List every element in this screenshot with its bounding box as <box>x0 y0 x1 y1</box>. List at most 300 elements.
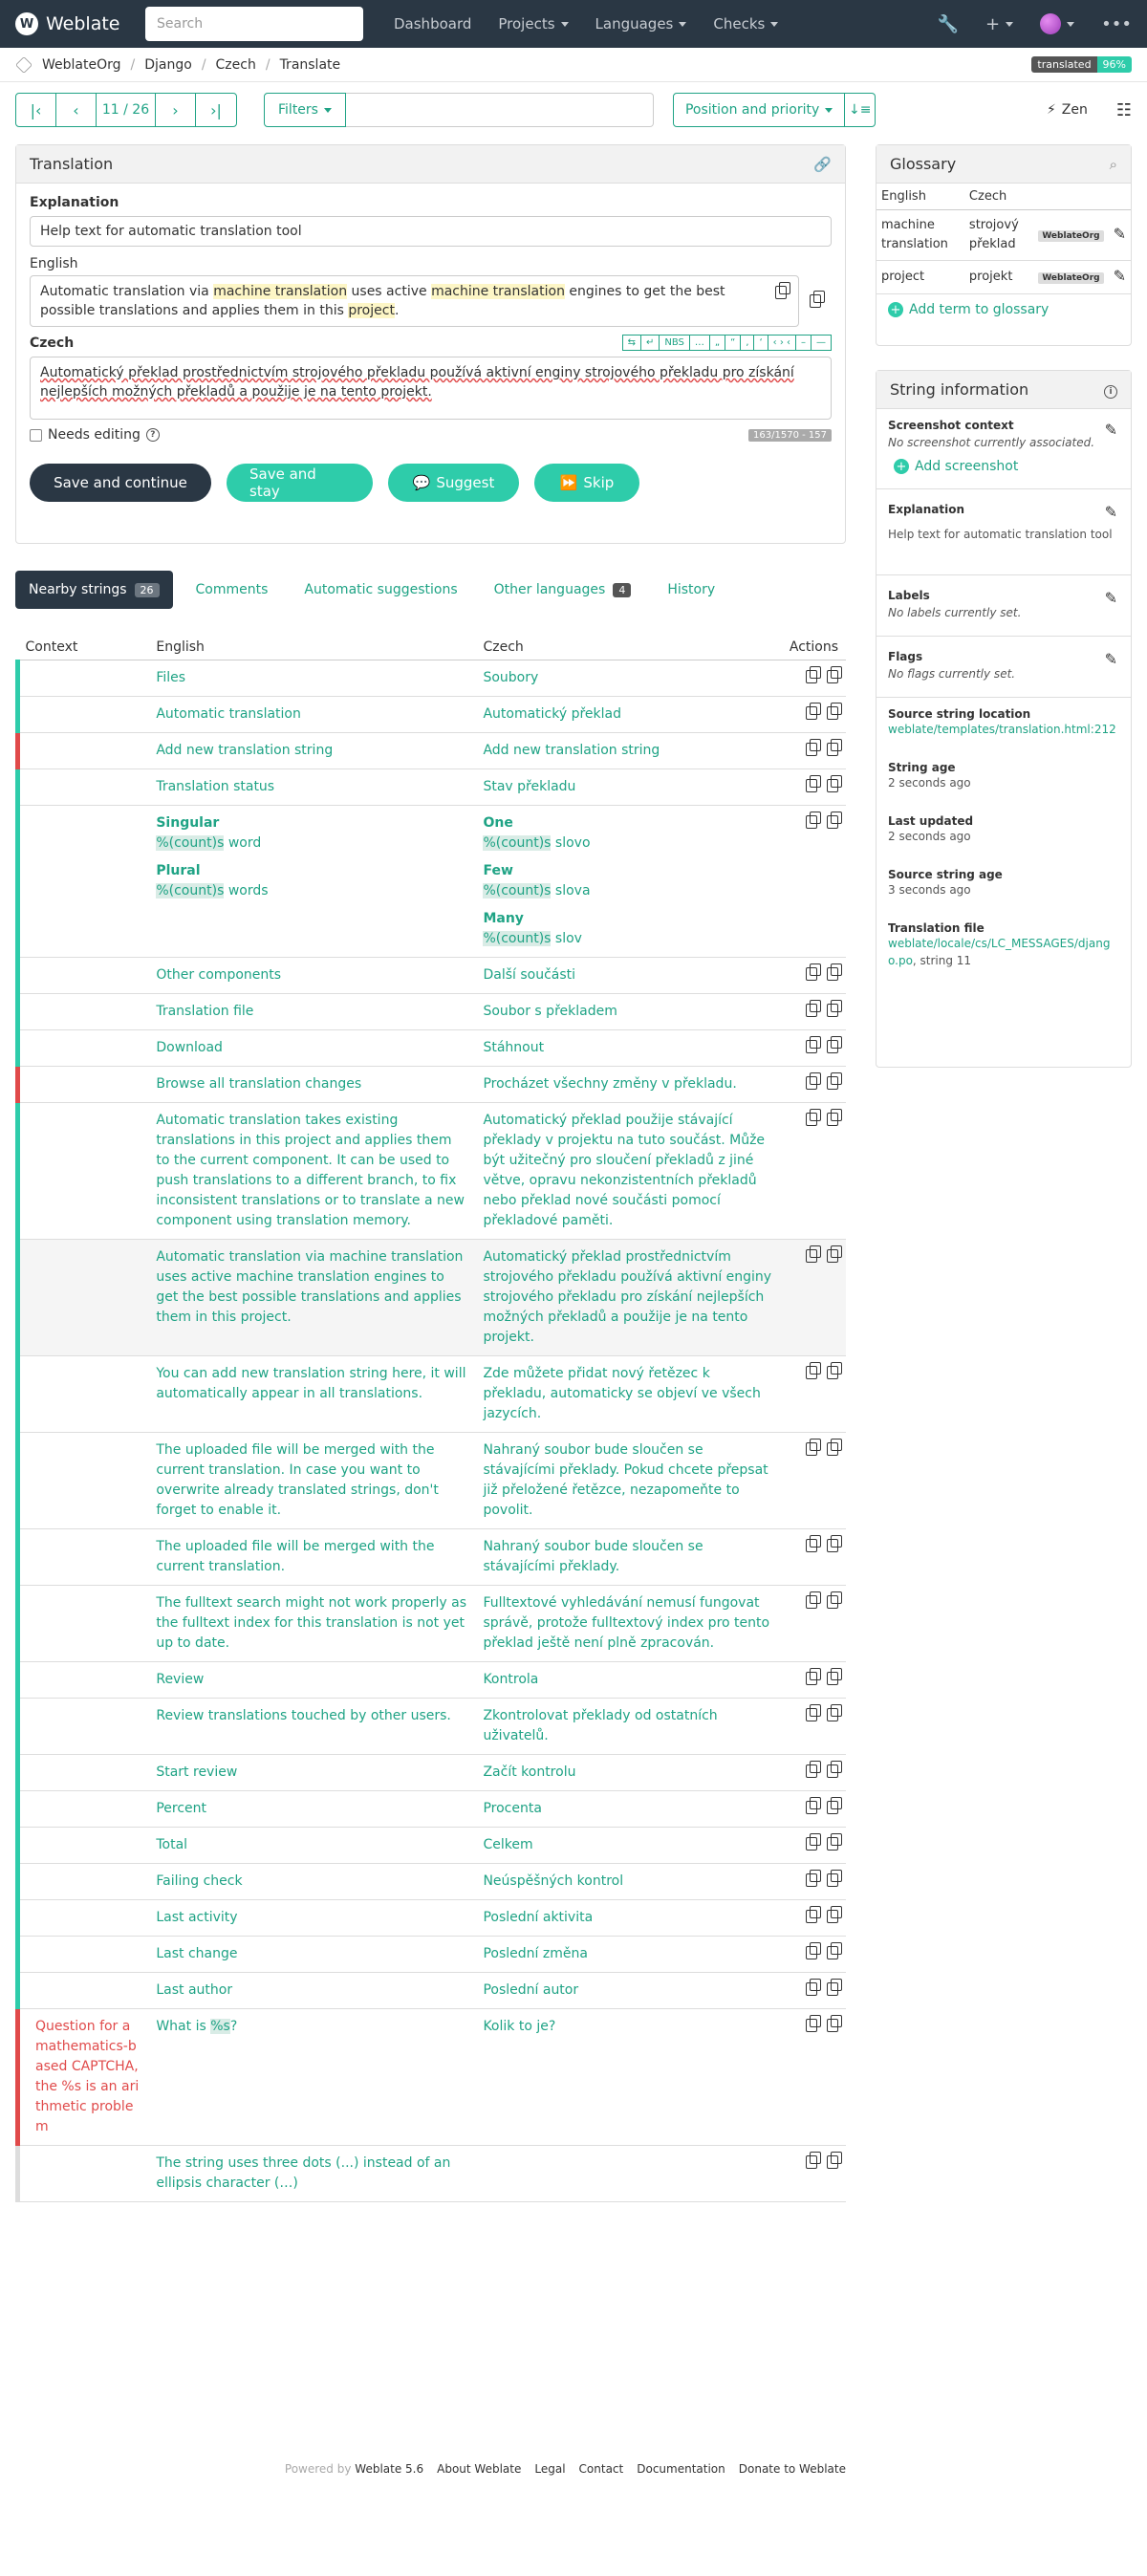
clone-icon[interactable] <box>827 1708 838 1721</box>
plus-circle-icon: + <box>888 302 903 317</box>
translation-cell[interactable]: Fulltextové vyhledávání nemusí fungovat správě, protože fulltextový index pro tento překlad ještě není plně zpracován. <box>475 1585 781 1661</box>
clone-icon[interactable] <box>827 1837 838 1851</box>
table-row[interactable] <box>18 1528 847 1585</box>
source-cell[interactable]: Total <box>148 1827 475 1863</box>
flags-section <box>876 637 1131 698</box>
source-cell[interactable]: Translation file <box>148 993 475 1029</box>
clone-icon[interactable] <box>827 1076 838 1090</box>
copy-icon[interactable] <box>806 1982 817 1996</box>
row-actions <box>789 1537 838 1552</box>
copy-icon[interactable] <box>806 1946 817 1959</box>
row-actions <box>789 1981 838 1996</box>
table-row[interactable] <box>18 1827 847 1863</box>
table-row[interactable] <box>18 1899 847 1936</box>
clone-icon[interactable] <box>827 1442 838 1456</box>
translation-cell[interactable]: Automatický překlad prostřednictvím strojového překladu používá aktivní enginy strojového překladu pro získání nejlepších možných překladů a použije je na tento projekt. <box>475 1239 781 1355</box>
nav-languages[interactable] <box>582 15 701 32</box>
clone-icon[interactable] <box>827 1982 838 1996</box>
actions-cell <box>781 1355 846 1432</box>
clone-icon[interactable] <box>827 815 838 829</box>
column-header: Actions <box>781 635 846 660</box>
source-cell[interactable]: The uploaded file will be merged with the current translation. In case you want to overwrite already translated strings, don't forget to enable it. <box>148 1432 475 1528</box>
table-row[interactable] <box>18 660 847 696</box>
row-actions <box>789 1038 838 1053</box>
section-value: No flags currently set. <box>888 667 1016 681</box>
section-value: Help text for automatic translation tool <box>888 528 1113 541</box>
clone-icon[interactable] <box>827 1113 838 1126</box>
tab-label: Comments <box>195 582 269 597</box>
actions-cell <box>781 1790 846 1827</box>
placeholder-highlight: %(count)s <box>156 834 225 851</box>
glossary-panel <box>876 144 1132 346</box>
chevron-down-icon <box>770 22 778 27</box>
actions-cell <box>781 957 846 993</box>
context-cell: Question for a mathematics-based CAPTCHA, the %s is an arithmetic problem <box>18 2008 149 2145</box>
glossary-edit-cell <box>1109 261 1131 294</box>
translation-cell[interactable]: Nahraný soubor bude sloučen se stávajícími překlady. Pokud chcete přepsat již přeložené řetězce, nezapomeňte to povolit. <box>475 1432 781 1528</box>
breadcrumb-separator: / <box>130 56 136 73</box>
source-cell[interactable]: The string uses three dots (...) instead of an ellipsis character (…) <box>148 2145 475 2201</box>
table-row[interactable] <box>18 1102 847 1239</box>
pencil-icon[interactable]: ✎ <box>1113 225 1126 243</box>
clone-icon[interactable] <box>827 779 838 792</box>
translation-cell[interactable]: Soubory <box>475 660 781 696</box>
copy-icon[interactable] <box>806 1801 817 1814</box>
column-header <box>1033 184 1108 210</box>
special-char-button[interactable]: … <box>689 335 710 351</box>
actions-cell <box>781 1239 846 1355</box>
source-cell[interactable]: Download <box>148 1029 475 1066</box>
tab-history[interactable] <box>654 571 728 609</box>
actions-cell <box>781 696 846 732</box>
footer-link[interactable]: Contact <box>578 2462 624 2476</box>
translation-panel-header <box>16 145 845 184</box>
copy-icon[interactable] <box>806 2155 817 2169</box>
translation-cell[interactable]: Poslední změna <box>475 1936 781 1972</box>
add-term-label: Add term to glossary <box>909 302 1050 317</box>
copy-icon[interactable] <box>806 815 817 829</box>
context-cell <box>18 1936 149 1972</box>
section-value: No screenshot currently associated. <box>888 436 1095 449</box>
glossary-source: project <box>876 261 964 294</box>
special-char-button[interactable]: ⇆ <box>622 335 641 351</box>
translation-cell[interactable]: Neúspěšných kontrol <box>475 1863 781 1899</box>
source-cell[interactable]: Automatic translation takes existing translations in this project and applies them to the current component. It can be used to push translations to a different branch, to fix inconsistent translations or to translate a new component using translation memory. <box>148 1102 475 1239</box>
actions-cell <box>781 1899 846 1936</box>
section-title: Screenshot context <box>888 419 1014 432</box>
translation-cell[interactable]: Kontrola <box>475 1661 781 1698</box>
table-row[interactable] <box>18 2145 847 2201</box>
last-button[interactable] <box>196 94 236 126</box>
clone-icon[interactable] <box>827 1366 838 1379</box>
translation-cell[interactable] <box>475 2145 781 2201</box>
needs-editing-checkbox[interactable] <box>30 429 42 442</box>
breadcrumb-language[interactable]: Czech <box>215 56 256 73</box>
search-input[interactable] <box>145 7 363 41</box>
actions-cell <box>781 660 846 696</box>
copy-icon[interactable] <box>806 743 817 756</box>
filter-query-input[interactable] <box>346 93 654 127</box>
next-button[interactable] <box>156 94 196 126</box>
copy-icon[interactable] <box>806 1873 817 1887</box>
plural-form-text <box>156 833 467 854</box>
column-header: Context <box>18 635 149 660</box>
source-cell[interactable]: The fulltext search might not work properly as the fulltext index for this translation is not yet up to date. <box>148 1585 475 1661</box>
save-stay-button[interactable]: Save and stay <box>227 464 373 502</box>
source-part: Automatic translation via <box>40 284 214 299</box>
translation-cell[interactable]: Poslední aktivita <box>475 1899 781 1936</box>
add-screenshot-button[interactable] <box>888 451 1119 474</box>
user-menu-button[interactable] <box>1040 13 1074 34</box>
skip-button[interactable] <box>534 464 639 502</box>
table-row[interactable] <box>18 1585 847 1661</box>
translation-cell[interactable]: Poslední autor <box>475 1972 781 2008</box>
row-actions <box>789 1111 838 1126</box>
translation-cell[interactable] <box>475 805 781 957</box>
clone-icon[interactable] <box>827 1873 838 1887</box>
source-cell[interactable]: Browse all translation changes <box>148 1066 475 1102</box>
glossary-search-icon[interactable]: ⌕ <box>1109 155 1117 173</box>
more-icon[interactable]: ••• <box>1101 13 1132 34</box>
table-row[interactable] <box>18 1863 847 1899</box>
translation-cell[interactable]: Kolik to je? <box>475 2008 781 2145</box>
actions-cell <box>781 2008 846 2145</box>
copy-icon[interactable] <box>806 1708 817 1721</box>
source-location-link[interactable]: weblate/templates/translation.html:212 <box>888 723 1116 736</box>
source-cell[interactable] <box>148 805 475 957</box>
table-row[interactable] <box>18 2008 847 2145</box>
tab-automatic-suggestions[interactable] <box>291 571 470 609</box>
actions-cell <box>781 1972 846 2008</box>
clone-icon[interactable] <box>827 1004 838 1017</box>
explanation-label: Explanation <box>30 195 119 210</box>
copy-icon[interactable] <box>806 1076 817 1090</box>
settings-sliders-icon[interactable]: ☷ <box>1115 99 1132 120</box>
first-button[interactable] <box>16 94 56 126</box>
sort-dropdown[interactable] <box>673 93 845 127</box>
special-char-button[interactable]: – <box>795 335 812 351</box>
table-row[interactable] <box>18 1661 847 1698</box>
explanation-section <box>876 489 1131 575</box>
source-cell[interactable]: Last change <box>148 1936 475 1972</box>
glossary-project-badge <box>1033 210 1108 261</box>
breadcrumb-project[interactable]: WeblateOrg <box>42 56 121 73</box>
table-row[interactable] <box>18 1790 847 1827</box>
tab-other-languages[interactable] <box>481 571 645 609</box>
translation-cell[interactable]: Procházet všechny změny v překladu. <box>475 1066 781 1102</box>
save-continue-button[interactable]: Save and continue <box>30 464 211 502</box>
translation-cell[interactable]: Procenta <box>475 1790 781 1827</box>
actions-cell <box>781 1754 846 1790</box>
string-info-header <box>876 371 1131 409</box>
translation-panel-title: Translation <box>30 155 114 173</box>
section-title: Labels <box>888 589 930 602</box>
powered-by <box>285 2462 423 2476</box>
copy-icon[interactable] <box>806 1595 817 1609</box>
clone-icon[interactable] <box>827 1910 838 1923</box>
translation-cell[interactable]: Nahraný soubor bude sloučen se stávajícími překlady. <box>475 1528 781 1585</box>
footer-link[interactable]: Donate to Weblate <box>738 2462 846 2476</box>
copy-icon[interactable] <box>806 1040 817 1053</box>
context-cell <box>18 1355 149 1432</box>
special-char-button[interactable]: ‚ <box>740 335 754 351</box>
source-cell[interactable]: Other components <box>148 957 475 993</box>
clone-source-button[interactable] <box>799 275 832 327</box>
clone-icon[interactable] <box>827 1946 838 1959</box>
copy-icon[interactable] <box>806 670 817 683</box>
sort-direction-icon: ↓≡ <box>849 102 872 118</box>
context-cell <box>18 1863 149 1899</box>
needs-editing-label[interactable]: Needs editing <box>48 427 141 443</box>
translation-cell[interactable]: Celkem <box>475 1827 781 1863</box>
source-text: ? <box>229 2018 238 2034</box>
translation-cell[interactable]: Začít kontrolu <box>475 1754 781 1790</box>
plus-circle-icon: + <box>894 459 909 474</box>
source-cell[interactable]: Add new translation string <box>148 732 475 768</box>
translation-cell[interactable]: Stav překladu <box>475 768 781 805</box>
copy-icon[interactable] <box>806 967 817 981</box>
special-char-button[interactable]: “ <box>725 335 741 351</box>
tab-label: Nearby strings <box>29 582 127 597</box>
special-char-button[interactable]: NBS <box>659 335 690 351</box>
table-header <box>18 635 847 660</box>
table-row[interactable] <box>18 1239 847 1355</box>
copy-icon[interactable] <box>775 286 787 299</box>
clone-icon[interactable] <box>827 1672 838 1685</box>
column-header: Czech <box>964 184 1033 210</box>
table-row[interactable] <box>18 1432 847 1528</box>
copy-icon[interactable] <box>806 1249 817 1263</box>
clone-icon[interactable] <box>827 967 838 981</box>
source-cell[interactable]: Last activity <box>148 1899 475 1936</box>
context-cell <box>18 957 149 993</box>
copy-icon[interactable] <box>806 1442 817 1456</box>
context-cell <box>18 660 149 696</box>
link-icon[interactable]: 🔗 <box>813 155 832 173</box>
plural-text: slovo <box>551 834 591 851</box>
context-cell <box>18 993 149 1029</box>
table-row[interactable] <box>18 993 847 1029</box>
clone-icon[interactable] <box>827 1801 838 1814</box>
zen-label: Zen <box>1061 102 1088 118</box>
pencil-icon[interactable]: ✎ <box>1104 421 1117 439</box>
clone-icon[interactable] <box>827 706 838 720</box>
row-actions <box>789 1763 838 1778</box>
source-cell[interactable]: Start review <box>148 1754 475 1790</box>
nav-projects-label: Projects <box>498 15 555 32</box>
plural-form-label: Singular <box>156 814 220 831</box>
context-cell <box>18 1585 149 1661</box>
section-title: Explanation <box>888 503 965 516</box>
plural-form-label: Few <box>483 862 513 878</box>
footer-link[interactable]: About Weblate <box>437 2462 522 2476</box>
translation-cell[interactable]: Automatický překlad <box>475 696 781 732</box>
plural-form-label: Many <box>483 910 524 926</box>
comment-icon: 💬 <box>412 474 431 491</box>
copy-icon[interactable] <box>806 706 817 720</box>
source-location-section <box>876 698 1131 746</box>
wrench-icon[interactable]: 🔧 <box>937 13 960 34</box>
copy-icon[interactable] <box>806 1004 817 1017</box>
clone-icon[interactable] <box>827 670 838 683</box>
glossary-edit-cell <box>1109 210 1131 261</box>
special-chars-toolbar <box>623 335 832 351</box>
special-char-button[interactable]: — <box>811 335 832 351</box>
suggest-label: Suggest <box>436 474 495 491</box>
pencil-icon[interactable]: ✎ <box>1113 267 1126 285</box>
translation-cell[interactable]: Automatický překlad použije stávající překlady v projektu na tuto součást. Může být užitečný pro sloučení překladů z jiné větve, opravu nekonzistentních překladů nebo překlad nové součásti pomocí překladové paměti. <box>475 1102 781 1239</box>
special-char-button[interactable]: ‘ <box>753 335 768 351</box>
source-cell[interactable]: Percent <box>148 1790 475 1827</box>
source-cell[interactable]: Last author <box>148 1972 475 2008</box>
placeholder-highlight: %(count)s <box>483 834 552 851</box>
info-icon[interactable] <box>1104 380 1117 399</box>
pencil-icon[interactable]: ✎ <box>1104 589 1117 607</box>
clone-icon[interactable] <box>827 2155 838 2169</box>
table-row[interactable] <box>18 732 847 768</box>
pencil-icon[interactable]: ✎ <box>1104 503 1117 521</box>
source-cell[interactable]: Review <box>148 1661 475 1698</box>
translation-text: Automatický překlad prostřednictvím strojového překladu používá aktivní enginy strojového překladu pro získání nejlepších možných překladů a použije je na tento projekt. <box>40 365 794 400</box>
source-cell[interactable]: Failing check <box>148 1863 475 1899</box>
nav-checks[interactable] <box>700 15 791 32</box>
actions-cell <box>781 1528 846 1585</box>
source-cell[interactable]: The uploaded file will be merged with the current translation. <box>148 1528 475 1585</box>
filters-dropdown[interactable] <box>264 93 346 127</box>
context-cell <box>18 732 149 768</box>
special-char-button[interactable]: ‹ › ‹ <box>768 335 796 351</box>
table-row[interactable] <box>18 1754 847 1790</box>
copy-icon[interactable] <box>806 1764 817 1778</box>
previous-button[interactable] <box>56 94 97 126</box>
row-actions <box>789 1247 838 1263</box>
table-row[interactable] <box>18 1355 847 1432</box>
translation-file-link[interactable]: weblate/locale/cs/LC_MESSAGES/django.po <box>888 937 1111 967</box>
explanation-box: Help text for automatic translation tool <box>30 216 832 247</box>
translation-cell[interactable]: Stáhnout <box>475 1029 781 1066</box>
add-term-button[interactable] <box>876 294 1131 325</box>
copy-icon[interactable] <box>806 1366 817 1379</box>
source-cell[interactable]: Files <box>148 660 475 696</box>
filters-label: Filters <box>278 102 318 118</box>
zen-button[interactable] <box>1047 102 1088 118</box>
copy-icon[interactable] <box>806 1539 817 1552</box>
source-cell[interactable]: Automatic translation <box>148 696 475 732</box>
source-cell[interactable]: Review translations touched by other users. <box>148 1698 475 1754</box>
brand[interactable] <box>15 12 145 35</box>
table-row[interactable] <box>18 1029 847 1066</box>
column-header <box>1109 184 1131 210</box>
copy-icon[interactable] <box>806 1910 817 1923</box>
sort-direction-button[interactable] <box>845 93 876 127</box>
suggest-button[interactable] <box>388 464 519 502</box>
nav-dashboard[interactable] <box>380 15 485 32</box>
clone-icon[interactable] <box>827 1539 838 1552</box>
table-row[interactable] <box>18 1972 847 2008</box>
section-value: 2 seconds ago <box>888 830 971 843</box>
glossary-highlight[interactable]: machine translation <box>431 284 565 299</box>
copy-icon[interactable] <box>806 779 817 792</box>
clone-icon[interactable] <box>827 1595 838 1609</box>
actions-cell <box>781 1585 846 1661</box>
footer-link[interactable]: Documentation <box>637 2462 725 2476</box>
row-actions <box>789 1364 838 1379</box>
table-body <box>18 660 847 2201</box>
add-menu-button[interactable] <box>985 14 1013 34</box>
source-cell[interactable] <box>148 2008 475 2145</box>
string-info-title: String information <box>890 380 1029 399</box>
nav-right <box>938 13 1132 34</box>
tab-comments[interactable] <box>183 571 282 609</box>
footer-version-link[interactable]: Weblate 5.6 <box>355 2462 424 2476</box>
source-cell[interactable]: Automatic translation via machine translation uses active machine translation engines to get the best possible translations and applies them in this project. <box>148 1239 475 1355</box>
table-row[interactable] <box>18 1066 847 1102</box>
table-row[interactable] <box>18 1698 847 1754</box>
copy-icon[interactable] <box>806 1837 817 1851</box>
clone-icon[interactable] <box>827 743 838 756</box>
top-navbar <box>0 0 1147 48</box>
translation-cell[interactable]: Add new translation string <box>475 732 781 768</box>
table-row[interactable] <box>18 768 847 805</box>
translation-cell[interactable]: Zde můžete přidat nový řetězec k překladu, automaticky se objeví ve všech jazycích. <box>475 1355 781 1432</box>
special-char-button[interactable]: „ <box>709 335 725 351</box>
column-header: English <box>148 635 475 660</box>
plural-text: word <box>224 834 262 851</box>
table-row[interactable] <box>18 696 847 732</box>
tab-nearby-strings[interactable] <box>15 571 173 609</box>
table-row[interactable] <box>18 1936 847 1972</box>
clone-icon[interactable] <box>827 1249 838 1263</box>
copy-icon[interactable] <box>806 2019 817 2032</box>
translation-textarea[interactable] <box>30 357 832 420</box>
table-row[interactable] <box>18 957 847 993</box>
translation-cell[interactable]: Další součásti <box>475 957 781 993</box>
glossary-highlight[interactable]: machine translation <box>213 284 348 299</box>
copy-icon[interactable] <box>806 1113 817 1126</box>
clone-icon[interactable] <box>827 1040 838 1053</box>
copy-icon[interactable] <box>806 1672 817 1685</box>
source-cell[interactable]: You can add new translation string here, it will automatically appear in all translations. <box>148 1355 475 1432</box>
pencil-icon[interactable]: ✎ <box>1104 650 1117 668</box>
special-char-button[interactable]: ↵ <box>640 335 660 351</box>
add-screenshot-label: Add screenshot <box>915 459 1019 474</box>
translation-file-suffix: , string 11 <box>912 954 972 967</box>
translation-file-section <box>876 906 1131 977</box>
chevron-down-icon <box>825 108 833 113</box>
position-indicator: 11 / 26 <box>97 94 156 126</box>
nav-projects[interactable] <box>485 15 581 32</box>
section-title: Source string age <box>888 868 1003 881</box>
table-row[interactable] <box>18 805 847 957</box>
tab-count-badge: 26 <box>135 583 160 597</box>
action-buttons <box>30 464 832 502</box>
breadcrumb-component[interactable]: Django <box>144 56 192 73</box>
clone-icon[interactable] <box>827 1764 838 1778</box>
clone-icon[interactable] <box>827 2019 838 2032</box>
translated-badge[interactable] <box>1031 56 1132 73</box>
needs-editing-row <box>30 427 832 443</box>
translation-cell[interactable]: Soubor s překladem <box>475 993 781 1029</box>
translation-cell[interactable]: Zkontrolovat překlady od ostatních uživatelů. <box>475 1698 781 1754</box>
source-cell[interactable]: Translation status <box>148 768 475 805</box>
row-actions <box>789 2017 838 2032</box>
glossary-source: machine translation <box>876 210 964 261</box>
glossary-highlight[interactable]: project <box>348 303 395 318</box>
pager <box>15 93 237 127</box>
row-actions <box>789 965 838 981</box>
footer-link[interactable]: Legal <box>534 2462 566 2476</box>
context-cell <box>18 1754 149 1790</box>
